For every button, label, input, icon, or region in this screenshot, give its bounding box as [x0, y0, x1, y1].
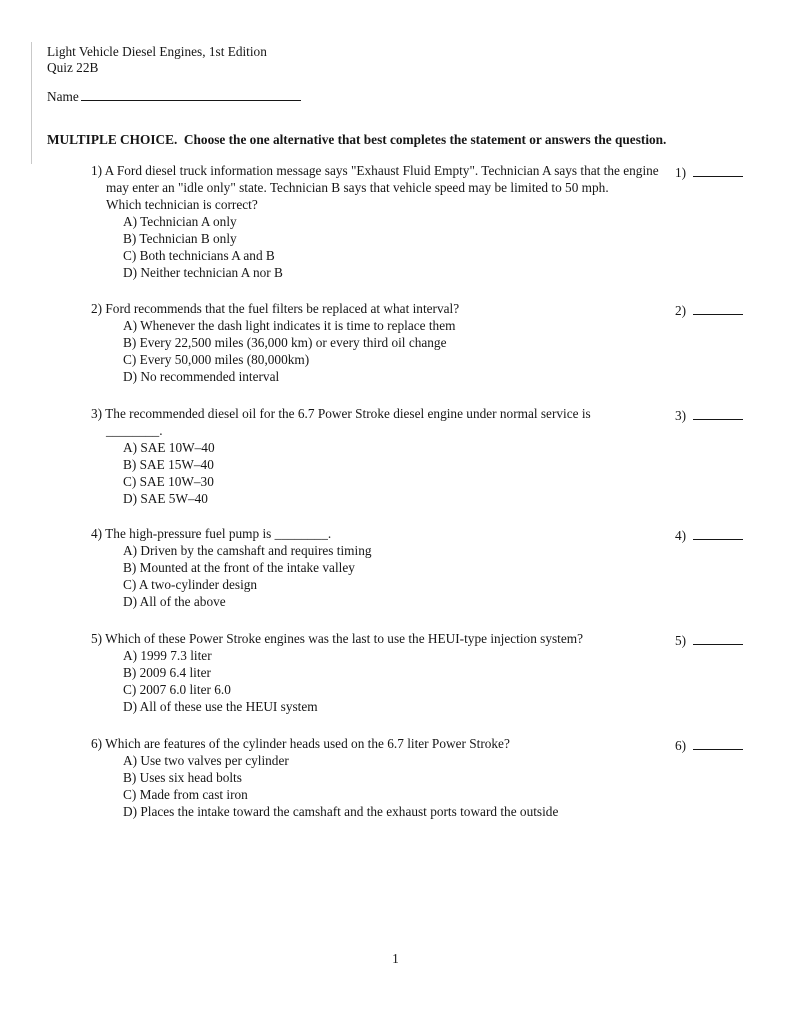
choice-d: D) SAE 5W–40: [123, 491, 208, 506]
question-text-line: Which technician is correct?: [106, 197, 258, 212]
answer-blank-line: [693, 527, 743, 540]
question-text-line: 4) The high-pressure fuel pump is ________.: [91, 526, 332, 541]
choice-b: B) Technician B only: [123, 231, 237, 246]
question-number: 4): [91, 526, 103, 541]
answer-number: 1): [675, 165, 687, 180]
answer-blank-line: [693, 737, 743, 750]
name-blank-line: [81, 87, 301, 101]
question-number: 5): [91, 631, 103, 646]
answer-number: 6): [675, 738, 687, 753]
choice-c: C) Both technicians A and B: [123, 248, 275, 263]
choice-a: A) Use two valves per cylinder: [123, 753, 289, 768]
question-text-line: 5) Which of these Power Stroke engines was the last to use the HEUI-type injection system?: [91, 631, 584, 646]
instructions-heading: MULTIPLE CHOICE. Choose the one alternative that best completes the statement or answers the question.: [47, 132, 667, 147]
page-number: 1: [392, 951, 399, 966]
answer-marker-2: [675, 302, 743, 319]
choice-d: D) Neither technician A nor B: [123, 265, 283, 280]
question-number: 3): [91, 406, 103, 421]
name-row: [47, 87, 301, 105]
answer-marker-4: [675, 527, 743, 544]
question-number: 2): [91, 301, 103, 316]
question-1: [91, 162, 759, 281]
question-text-line: 3) The recommended diesel oil for the 6.7 Power Stroke diesel engine under normal service is: [91, 406, 591, 421]
scan-artifact-line: [31, 42, 32, 164]
question-4: [91, 525, 759, 610]
answer-marker-1: [675, 164, 743, 181]
question-5: [91, 630, 759, 715]
name-label: Name: [47, 89, 79, 104]
choice-d: D) Places the intake toward the camshaft and the exhaust ports toward the outside: [123, 804, 559, 819]
answer-number: 2): [675, 303, 687, 318]
answer-marker-3: [675, 407, 743, 424]
answer-blank-line: [693, 407, 743, 420]
choice-a: A) Whenever the dash light indicates it is time to replace them: [123, 318, 456, 333]
question-text-line: 6) Which are features of the cylinder heads used on the 6.7 liter Power Stroke?: [91, 736, 510, 751]
answer-blank-line: [693, 164, 743, 177]
choice-b: B) Uses six head bolts: [123, 770, 242, 785]
answer-number: 4): [675, 528, 687, 543]
choice-c: C) 2007 6.0 liter 6.0: [123, 682, 231, 697]
answer-marker-5: [675, 632, 743, 649]
choice-d: D) All of these use the HEUI system: [123, 699, 318, 714]
question-6: [91, 735, 759, 820]
answer-number: 5): [675, 633, 687, 648]
question-text-line: 1) A Ford diesel truck information message says "Exhaust Fluid Empty". Technician A says that the engine: [91, 163, 659, 178]
choice-b: B) Mounted at the front of the intake valley: [123, 560, 355, 575]
question-text-line: may enter an "idle only" state. Technician B says that vehicle speed may be limited to 50 mph.: [106, 180, 609, 195]
choice-a: A) Technician A only: [123, 214, 237, 229]
answer-marker-6: [675, 737, 743, 754]
choice-b: B) 2009 6.4 liter: [123, 665, 211, 680]
choice-a: A) 1999 7.3 liter: [123, 648, 212, 663]
question-number: 1): [91, 163, 103, 178]
choice-c: C) SAE 10W–30: [123, 474, 214, 489]
choice-c: C) A two-cylinder design: [123, 577, 258, 592]
choice-a: A) Driven by the camshaft and requires timing: [123, 543, 372, 558]
choice-c: C) Every 50,000 miles (80,000km): [123, 352, 310, 367]
question-text-line: 2) Ford recommends that the fuel filters be replaced at what interval?: [91, 301, 460, 316]
document-subtitle: Quiz 22B: [47, 60, 99, 75]
answer-blank-line: [693, 632, 743, 645]
answer-number: 3): [675, 408, 687, 423]
question-text-line: ________.: [106, 423, 163, 438]
document-title: Light Vehicle Diesel Engines, 1st Edition: [47, 44, 267, 59]
question-number: 6): [91, 736, 103, 751]
question-3: [91, 405, 759, 507]
answer-blank-line: [693, 302, 743, 315]
choice-d: D) No recommended interval: [123, 369, 280, 384]
choice-d: D) All of the above: [123, 594, 226, 609]
choice-a: A) SAE 10W–40: [123, 440, 215, 455]
choice-b: B) Every 22,500 miles (36,000 km) or every third oil change: [123, 335, 447, 350]
document-header: [47, 44, 267, 76]
choice-b: B) SAE 15W–40: [123, 457, 214, 472]
choice-c: C) Made from cast iron: [123, 787, 248, 802]
question-2: [91, 300, 759, 385]
